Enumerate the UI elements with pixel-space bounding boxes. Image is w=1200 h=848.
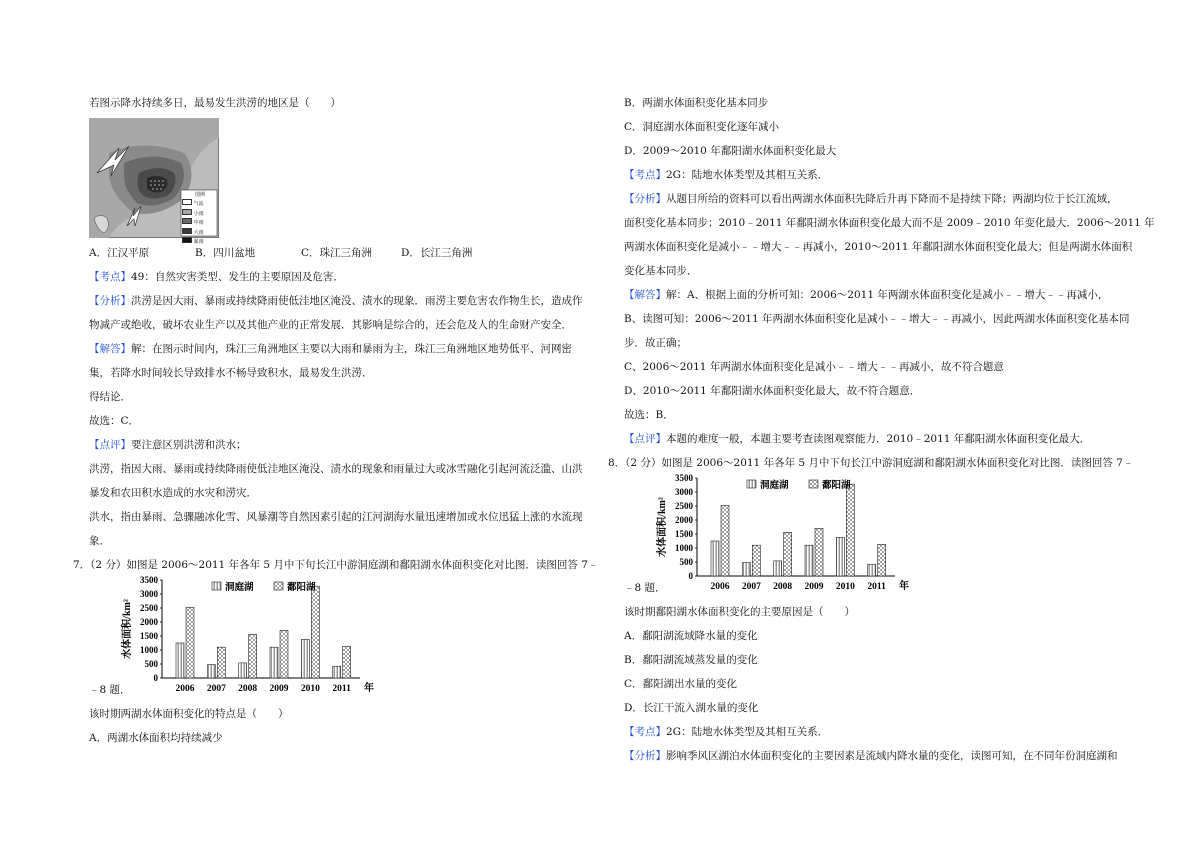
- bar: [270, 647, 278, 678]
- bar: [239, 663, 247, 678]
- jieda-line-1: 【解答】解：A、根据上面的分析可知：2006～2011 年两湖水体面积变化是减小﹣﹣增大﹣﹣再减小，: [624, 289, 1109, 301]
- fenxi-tag: 【分析】: [624, 193, 666, 205]
- y-tick-label: 500: [679, 557, 693, 567]
- question-8-option-d[interactable]: D．长江干流入湖水量的变化: [624, 702, 759, 714]
- fenxi-tag: 【分析】: [624, 750, 666, 762]
- x-tick-label: 2010: [300, 684, 320, 694]
- fenxi-tag: 【分析】: [89, 295, 131, 307]
- question-8-tail: ﹣8 题．: [624, 582, 666, 594]
- dianping-line: 【点评】要注意区别洪涝和洪水；: [89, 439, 247, 451]
- question-6-stem: 若图示降水持续多日，最易发生洪涝的地区是（ ）: [89, 97, 341, 109]
- map-legend-item: 暴雨: [182, 237, 218, 246]
- bar: [186, 607, 194, 678]
- x-tick-label: 2008: [773, 582, 793, 592]
- map-legend-item: 大雨: [182, 228, 218, 237]
- bar: [311, 586, 319, 678]
- fenxi-line-3: 两湖水体面积变化是减小﹣﹣增大﹣﹣再减小，2010～2011 年鄱阳湖水体面积变化最大；但是两湖水体面积: [624, 241, 1133, 253]
- legend-label: 洞庭湖: [760, 481, 789, 491]
- dianping-tag: 【点评】: [624, 433, 666, 445]
- option-c[interactable]: C．珠江三角洲: [301, 247, 373, 259]
- bar: [742, 563, 750, 576]
- y-tick-label: 1500: [140, 631, 158, 641]
- bar: [711, 541, 719, 576]
- bar: [805, 545, 813, 576]
- x-tick-label: 2010: [835, 582, 855, 592]
- bar: [836, 537, 844, 576]
- bar: [176, 643, 184, 678]
- x-axis-unit: 年: [899, 581, 909, 592]
- legend-swatch: [274, 582, 283, 590]
- lake-area-chart: [655, 472, 915, 596]
- jieda-line-1: 【解答】解：在图示时间内，珠江三角洲地区主要以大雨和暴雨为主，珠江三角洲地区地势低平、河网密: [89, 343, 572, 355]
- question-7-option-d[interactable]: D．2009～2010 年鄱阳湖水体面积变化最大: [624, 145, 837, 157]
- bar: [301, 639, 309, 678]
- y-tick-label: 2000: [675, 515, 693, 525]
- y-tick-label: 3500: [675, 473, 693, 483]
- bar: [721, 505, 729, 576]
- x-tick-label: 2009: [269, 684, 289, 694]
- y-tick-label: 2500: [140, 603, 158, 613]
- question-8-option-a[interactable]: A．鄱阳湖流域降水量的变化: [624, 630, 758, 642]
- kaodian-line: 【考点】49：自然灾害类型、发生的主要原因及危害．: [89, 271, 344, 283]
- hongshui-line-1: 洪水，指由暴雨、急骤融冰化雪、风暴潮等自然因素引起的江河湖海水量迅速增加或水位迅猛上涨的水流现: [89, 511, 583, 523]
- kaodian-line-q7: 【考点】2G：陆地水体类型及其相互关系．: [624, 169, 829, 181]
- right-column: [600, 0, 1200, 848]
- x-tick-label: 2006: [710, 582, 730, 592]
- question-7-option-b[interactable]: B．两湖水体面积变化基本同步: [624, 97, 769, 109]
- y-axis-label: 水体面积/km²: [657, 497, 668, 557]
- jieda-line-4: C、2006～2011 年两湖水体面积变化是减小﹣﹣增大﹣﹣再减小，故不符合题意: [624, 361, 1004, 373]
- x-tick-label: 2011: [867, 582, 886, 592]
- y-tick-label: 1500: [675, 529, 693, 539]
- y-tick-label: 500: [144, 659, 158, 669]
- question-7-option-a[interactable]: A．两湖水体面积均持续减少: [89, 732, 223, 744]
- legend-label: 鄱阳湖: [822, 481, 851, 491]
- fenxi-line-1: 【分析】从题目所给的资料可以看出两湖水体面积先降后升再下降而不是持续下降；两湖均位于长江流域，: [624, 193, 1118, 205]
- x-tick-label: 2007: [741, 582, 761, 592]
- dianping-tag: 【点评】: [89, 439, 131, 451]
- option-a[interactable]: A．江汉平原: [89, 247, 150, 259]
- x-tick-label: 2006: [175, 684, 195, 694]
- y-tick-label: 2000: [140, 617, 158, 627]
- x-tick-label: 2007: [206, 684, 226, 694]
- bar: [815, 528, 823, 576]
- kaodian-line-q8: 【考点】2G：陆地水体类型及其相互关系．: [624, 726, 829, 738]
- bar: [280, 630, 288, 678]
- y-tick-label: 3000: [140, 589, 158, 599]
- question-8-head: 8．（2 分）如图是 2006～2011 年各年 5 月中下旬长江中游洞庭湖和鄱阳湖水体面积变化对比图．读图回答 7﹣: [608, 457, 1134, 469]
- bar: [774, 561, 782, 576]
- fenxi-line-1: 【分析】洪涝是因大雨、暴雨或持续降雨使低洼地区淹没、渍水的现象．雨涝主要危害农作物生长，造成作: [89, 295, 583, 307]
- fenxi-line-2: 物减产或绝收，破坏农业生产以及其他产业的正常发展．其影响是综合的，还会危及人的生命财产安全．: [89, 319, 572, 331]
- y-tick-label: 1000: [140, 645, 158, 655]
- question-8-stem: 该时期鄱阳湖水体面积变化的主要原因是（ ）: [624, 606, 855, 618]
- honglao-line-2: 暴发和农田积水造成的水灾和涝灾．: [89, 487, 257, 499]
- bar: [784, 532, 792, 576]
- bar: [249, 634, 257, 678]
- dianping-line: 【点评】本题的难度一般，本题主要考查读图观察能力．2010﹣2011 年鄱阳湖水体面积变化最大．: [624, 433, 1091, 445]
- legend-label: 鄱阳湖: [287, 583, 316, 593]
- map-legend-item: 中雨: [182, 218, 218, 227]
- answer: 故选：B．: [624, 409, 674, 421]
- y-tick-label: 3000: [675, 487, 693, 497]
- map-legend-title: 图例: [194, 192, 205, 198]
- y-tick-label: 0: [688, 571, 693, 581]
- bar: [207, 665, 215, 678]
- option-b[interactable]: B．四川盆地: [195, 247, 256, 259]
- x-tick-label: 2009: [804, 582, 824, 592]
- lake-area-chart: [120, 574, 380, 698]
- jieda-line-3: 步．故正确；: [624, 337, 687, 349]
- bar: [846, 484, 854, 576]
- bar: [752, 545, 760, 576]
- map-legend: [182, 192, 218, 246]
- y-tick-label: 2500: [675, 501, 693, 511]
- legend-swatch: [212, 582, 221, 590]
- fenxi-line-4: 变化基本同步．: [624, 265, 698, 277]
- option-d[interactable]: D．长江三角洲: [401, 247, 473, 259]
- kaodian-tag: 【考点】: [624, 169, 666, 181]
- map-legend-item: 小雨: [182, 209, 218, 218]
- jieda-line-2: 集，若降水时间较长导致排水不畅导致积水，最易发生洪涝．: [89, 367, 373, 379]
- legend-swatch: [809, 480, 818, 488]
- question-7-stem: 该时期两湖水体面积变化的特点是（ ）: [89, 708, 289, 720]
- conclusion: 得结论．: [89, 391, 131, 403]
- jieda-line-2: B、读图可知：2006～2011 年两湖水体面积变化是减小﹣﹣增大﹣﹣再减小，因此两湖水体面积变化基本同: [624, 313, 1130, 325]
- bar: [217, 647, 225, 678]
- bar: [878, 544, 886, 576]
- honglao-line-1: 洪涝，指因大雨、暴雨或持续降雨使低洼地区淹没、渍水的现象和雨量过大或冰雪融化引起河流泛滥、山洪: [89, 463, 583, 475]
- x-tick-label: 2011: [332, 684, 351, 694]
- bar: [868, 564, 876, 576]
- question-7-tail: ﹣8 题．: [89, 684, 131, 696]
- question-8-option-b[interactable]: B．鄱阳湖流域蒸发量的变化: [624, 654, 758, 666]
- legend-label: 洞庭湖: [225, 583, 254, 593]
- legend-swatch: [747, 480, 756, 488]
- map-legend-item: 气流: [182, 199, 218, 208]
- question-7-head: 7．（2 分）如图是 2006～2011 年各年 5 月中下旬长江中游洞庭湖和鄱阳湖水体面积变化对比图．读图回答 7﹣: [73, 559, 599, 571]
- jieda-tag: 【解答】: [624, 289, 666, 301]
- y-axis-label: 水体面积/km²: [122, 599, 133, 659]
- kaodian-tag: 【考点】: [89, 271, 131, 283]
- question-6-options: [89, 246, 472, 260]
- question-8-option-c[interactable]: C．鄱阳湖出水量的变化: [624, 678, 738, 690]
- x-tick-label: 2008: [238, 684, 258, 694]
- fenxi-line-q8: 【分析】影响季风区湖泊水体面积变化的主要因素是流域内降水量的变化，读图可知，在不同年份洞庭湖和: [624, 750, 1118, 762]
- y-tick-label: 0: [153, 673, 158, 683]
- x-axis-unit: 年: [364, 683, 374, 694]
- fenxi-line-2: 面积变化基本同步；2010﹣2011 年鄱阳湖水体面积变化最大而不是 2009﹣2010 年变化最大．2006～2011 年: [624, 217, 1155, 229]
- y-tick-label: 3500: [140, 575, 158, 585]
- hongshui-line-2: 象．: [89, 535, 110, 547]
- bar: [333, 666, 341, 678]
- y-tick-label: 1000: [675, 543, 693, 553]
- answer: 故选：C．: [89, 415, 140, 427]
- question-7-option-c[interactable]: C．洞庭湖水体面积变化逐年减小: [624, 121, 780, 133]
- kaodian-tag: 【考点】: [624, 726, 666, 738]
- bar: [343, 646, 351, 678]
- jieda-line-5: D、2010～2011 年鄱阳湖水体面积变化最大，故不符合题意．: [624, 385, 921, 397]
- jieda-tag: 【解答】: [89, 343, 131, 355]
